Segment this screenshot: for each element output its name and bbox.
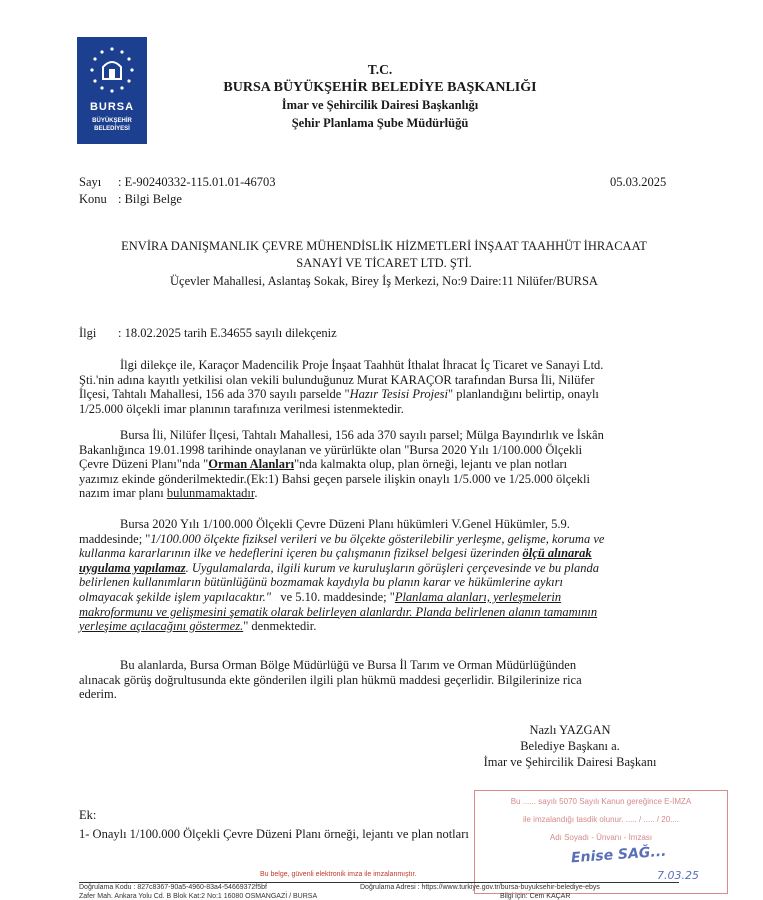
header-unit: Şehir Planlama Şube Müdürlüğü <box>291 116 469 130</box>
p3-line2 <box>79 532 689 547</box>
p3-line4 <box>79 561 689 576</box>
p3-line5: belirlenen kullanımların bütünlüğünü bozmamak kaydıyla bu planın karar ve hükümlerine aykırı <box>79 575 563 590</box>
p1-line1: İlgi dilekçe ile, Karaçor Madencilik Proje İnşaat Taahhüt İthalat İhracat İç Ticaret ve Sanayi Ltd. <box>120 358 604 372</box>
footer-verify-code: Doğrulama Kodu : 827c8367-90a5-4960-83a4-54669372f5bf <box>79 884 267 891</box>
p2-line2: Bakanlığınca 19.01.1998 tarihinde onaylanan ve yürürlükte olan "Bursa 2020 Yılı 1/100.000 Ölçekli <box>79 442 583 457</box>
p1-line4: 1/25.000 ölçekli imar planının tarafınıza verilmesi istenmektedir. <box>79 401 404 416</box>
footer-info: Bilgi için: Cem KAÇAR <box>500 893 571 900</box>
p3-line3-a: kullanma kararlarının ilke ve hedeflerini içeren bu çalışmanın fiziksel belgesi üzerinden <box>79 546 520 561</box>
bursa-logo <box>77 37 147 144</box>
konu-label: Konu <box>79 192 107 206</box>
p3-line8-a: yerleşime açılacağını göstermez. <box>79 619 244 634</box>
footer-verify-address: Doğrulama Adresi : https://www.turkiye.gov.tr/bursa-buyuksehir-belediye-ebys <box>360 884 600 891</box>
footer-address: Zafer Mah. Ankara Yolu Cd. B Blok Kat:2 No:1 16080 OSMANGAZİ / BURSA <box>79 893 318 900</box>
sayi-label: Sayı <box>79 175 102 189</box>
p2-line3 <box>79 457 689 472</box>
stamp-line3: Adı Soyadı - Ünvanı - İmzası <box>549 833 653 842</box>
header-org: BURSA BÜYÜKŞEHİR BELEDİYE BAŞKANLIĞI <box>223 80 537 95</box>
handwritten-date: 7.03.25 <box>657 869 699 882</box>
p2-line5-a: nazım imar planı <box>79 486 167 501</box>
p1-line2: Şti.'nin adına kayıtlı yetkilisi olan vekili bulunduğunuz Murat KARAÇOR tarafından Bursa İli, Nilüfer <box>79 372 595 387</box>
p2-bulunmamaktadir: bulunmamaktadır <box>166 486 255 501</box>
p3-line6-a: olmayacak şekilde işlem yapılacaktır." <box>79 589 271 604</box>
paragraph-1 <box>79 358 689 416</box>
p3-line6 <box>79 590 689 605</box>
header-tc: T.C. <box>367 62 393 77</box>
logo-emblem-icon <box>87 45 137 95</box>
p4-line1: Bu alanlarda, Bursa Orman Bölge Müdürlüğü ve Bursa İl Tarım ve Orman Müdürlüğünden <box>120 658 577 672</box>
p3-olcu-alinarak: ölçü alınarak <box>522 546 592 561</box>
paragraph-4 <box>79 658 689 702</box>
p1-line3-a: İlçesi, Tahtalı Mahallesi, 156 ada 370 sayılı parselde " <box>79 387 350 402</box>
ilgi-value: : 18.02.2025 tarih E.34655 sayılı dilekçeniz <box>118 326 337 340</box>
footer-notice: Bu belge, güvenli elektronik imza ile imzalanmıştır. <box>260 871 417 878</box>
e-signature-stamp <box>474 790 728 894</box>
logo-text-subtitle <box>77 117 147 133</box>
footer-divider <box>79 882 679 883</box>
document-date: 05.03.2025 <box>610 175 667 189</box>
p2-line5 <box>79 486 689 501</box>
p3-line7: makroformunu ve gelişmesini şematik olarak belirleyen alanlardır. Planda belirlenen alanın tamamının <box>79 604 598 619</box>
ilgi-label: İlgi <box>79 326 97 340</box>
logo-text-line3: BELEDİYESİ <box>94 126 130 132</box>
logo-text-bursa: BURSA <box>89 101 135 113</box>
p1-project-name: Hazır Tesisi Projesi <box>349 387 448 402</box>
p3-line8-b: " denmektedir. <box>243 619 317 634</box>
konu-value: : Bilgi Belge <box>118 192 182 206</box>
handwritten-signature: Enise SAĞ... <box>570 843 667 867</box>
p2-line3-a: Çevre Düzeni Planı"nda " <box>79 457 209 472</box>
p2-line3-c: "nda kalmakta olup, plan örneği, lejantı ve plan notları <box>294 457 568 472</box>
recipient-line2: SANAYİ VE TİCARET LTD. ŞTİ. <box>296 256 472 270</box>
p2-line5-c: . <box>254 486 258 501</box>
header-dept: İmar ve Şehircilik Dairesi Başkanlığı <box>281 98 479 112</box>
logo-text-line2: BÜYÜKŞEHİR <box>92 118 132 124</box>
p2-orman-alanlari: Orman Alanları <box>208 457 295 472</box>
p3-line4-b: . Uygulamalarda, ilgili kurum ve kuruluşların görüşleri çerçevesinde ve bu planda <box>185 560 599 575</box>
signature-title1: Belediye Başkanı a. <box>520 739 620 753</box>
p4-line2: alınacak görüş doğrultusunda ekte gönderilen ilgili plan hükmü maddesi geçerlidir. Bilgilerinize rica <box>79 672 582 687</box>
p2-line1: Bursa İli, Nilüfer İlçesi, Tahtalı Mahallesi, 156 ada 370 sayılı parsel; Mülga Bayındırlık ve İskân <box>120 428 604 442</box>
attachment-item-1: 1- Onaylı 1/100.000 Ölçekli Çevre Düzeni Planı örneği, lejantı ve plan notları <box>79 827 469 841</box>
p3-line8 <box>79 619 689 634</box>
paragraph-2 <box>79 428 689 501</box>
recipient-address: Üçevler Mahallesi, Aslantaş Sokak, Birey İş Merkezi, No:9 Daire:11 Nilüfer/BURSA <box>170 274 598 288</box>
recipient-line1: ENVİRA DANIŞMANLIK ÇEVRE MÜHENDİSLİK HİZMETLERİ İNŞAAT TAAHHÜT İHRACAAT <box>121 239 647 253</box>
attachments-label: Ek: <box>79 808 97 822</box>
signature-title2: İmar ve Şehircilik Dairesi Başkanı <box>483 755 657 769</box>
stamp-line2: ile imzalandığı tasdik olunur. ..... / ..... / 20.... <box>522 815 680 824</box>
p3-line3 <box>79 546 689 561</box>
paragraph-3 <box>79 517 689 634</box>
p2-line4: yazımız ekinde gönderilmektedir.(Ek:1) Bahsi geçen parsele ilişkin onaylı 1/5.000 ve 1/25.000 ölçekli <box>79 471 590 486</box>
stamp-line1: Bu ...... sayılı 5070 Sayılı Kanun gereğince E-İMZA <box>510 797 692 806</box>
signature-name: Nazlı YAZGAN <box>529 723 611 737</box>
p3-line6-c: Planlama alanları, yerleşmelerin <box>394 589 562 604</box>
p3-line2-b: 1/100.000 ölçekte fiziksel verileri ve bu ölçekte gösterilebilir yerleşme, gelişme, koruma ve <box>150 531 605 546</box>
p1-line3-b: " planlandığını belirtip, onaylı <box>448 387 599 402</box>
p3-line2-a: maddesinde; " <box>79 531 151 546</box>
sayi-value: : E-90240332-115.01.01-46703 <box>118 175 276 189</box>
p3-uygulama-yapilamaz: uygulama yapılamaz <box>79 560 186 575</box>
p3-line1: Bursa 2020 Yılı 1/100.000 Ölçekli Çevre Düzeni Planı hükümleri V.Genel Hükümler, 5.9. <box>120 517 570 531</box>
p1-line3 <box>79 387 689 402</box>
p4-line3: ederim. <box>79 687 117 702</box>
p3-line6-b: ve 5.10. maddesinde; " <box>280 589 395 604</box>
